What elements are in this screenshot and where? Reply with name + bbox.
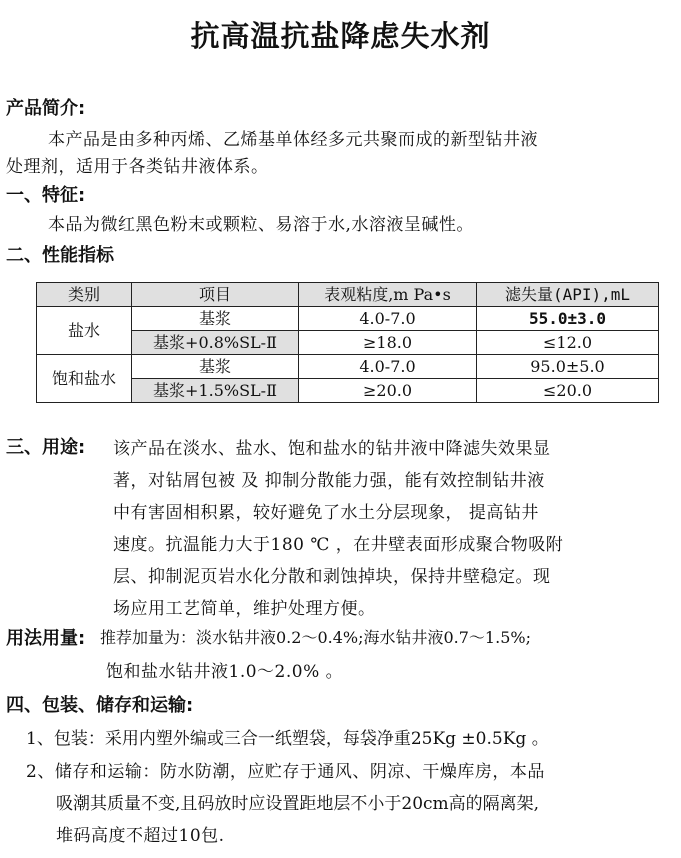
dosage-heading: 用法用量: bbox=[6, 628, 86, 649]
cell-fluid-loss: 55.0±3.0 bbox=[477, 307, 659, 331]
group-label-brine: 盐水 bbox=[37, 307, 132, 355]
dosage-line-2: 饱和盐水钻井液1.0～2.0% 。 bbox=[106, 662, 344, 682]
usage-line-3: 中有害固相积累，较好避免了水土分层现象， 提高钻井 bbox=[113, 503, 539, 523]
table-header-row bbox=[37, 283, 659, 307]
usage-line-1: 该产品在淡水、盐水、饱和盐水的钻井液中降滤失效果显 bbox=[113, 439, 551, 459]
cell-item: 基浆+1.5%SL-Ⅱ bbox=[132, 379, 299, 403]
usage-line-4: 速度。抗温能力大于180 ℃ ，在井壁表面形成聚合物吸附 bbox=[113, 535, 564, 555]
packaging-item-2-line-2: 吸潮其质量不变,且码放时应设置距地层不小于20cm高的隔离架, bbox=[56, 794, 540, 814]
packaging-item-2-line-3: 堆码高度不超过10包. bbox=[56, 826, 225, 846]
features-text: 本品为微红黑色粉末或颗粒、易溶于水,水溶液呈碱性。 bbox=[48, 215, 474, 235]
packaging-item-2-line-1: 2、储存和运输：防水防潮，应贮存于通风、阴凉、干燥库房，本品 bbox=[26, 762, 545, 782]
cell-fluid-loss: 95.0±5.0 bbox=[477, 355, 659, 379]
document-title: 抗高温抗盐降虑失水剂 bbox=[190, 19, 491, 53]
spec-table bbox=[36, 282, 659, 403]
specs-heading: 二、性能指标 bbox=[6, 245, 114, 266]
header-viscosity: 表观粘度,m Pa•s bbox=[299, 283, 477, 307]
usage-line-6: 场应用工艺简单，维护处理方便。 bbox=[113, 599, 376, 619]
usage-line-2: 著，对钻屑包被 及 抑制分散能力强，能有效控制钻井液 bbox=[113, 471, 545, 491]
usage-heading: 三、用途: bbox=[6, 437, 86, 458]
group-label-saturated-brine: 饱和盐水 bbox=[37, 355, 132, 403]
cell-fluid-loss: ≤20.0 bbox=[477, 379, 659, 403]
cell-viscosity: ≥20.0 bbox=[299, 379, 477, 403]
cell-item: 基浆+0.8%SL-Ⅱ bbox=[132, 331, 299, 355]
intro-line-1: 本产品是由多种丙烯、乙烯基单体经多元共聚而成的新型钻井液 bbox=[48, 130, 538, 150]
table-row bbox=[37, 355, 659, 379]
cell-item: 基浆 bbox=[132, 355, 299, 379]
intro-heading: 产品简介: bbox=[6, 98, 86, 119]
usage-line-5: 层、抑制泥页岩水化分散和剥蚀掉块，保持井壁稳定。现 bbox=[113, 567, 551, 587]
intro-line-2: 处理剂，适用于各类钻井液体系。 bbox=[6, 157, 269, 177]
cell-fluid-loss: ≤12.0 bbox=[477, 331, 659, 355]
cell-viscosity: 4.0-7.0 bbox=[299, 307, 477, 331]
features-heading: 一、特征: bbox=[6, 185, 86, 206]
cell-viscosity: 4.0-7.0 bbox=[299, 355, 477, 379]
header-fluid-loss: 滤失量(API),mL bbox=[477, 283, 659, 307]
cell-item: 基浆 bbox=[132, 307, 299, 331]
header-item: 项目 bbox=[132, 283, 299, 307]
cell-viscosity: ≥18.0 bbox=[299, 331, 477, 355]
packaging-heading: 四、包装、储存和运输: bbox=[6, 695, 194, 716]
header-category: 类别 bbox=[37, 283, 132, 307]
table-row bbox=[37, 307, 659, 331]
dosage-line-1: 推荐加量为：淡水钻井液0.2～0.4%;海水钻井液0.7～1.5%; bbox=[100, 628, 531, 647]
packaging-item-1: 1、包装：采用内塑外编或三合一纸塑袋，每袋净重25Kg ±0.5Kg 。 bbox=[26, 729, 549, 749]
